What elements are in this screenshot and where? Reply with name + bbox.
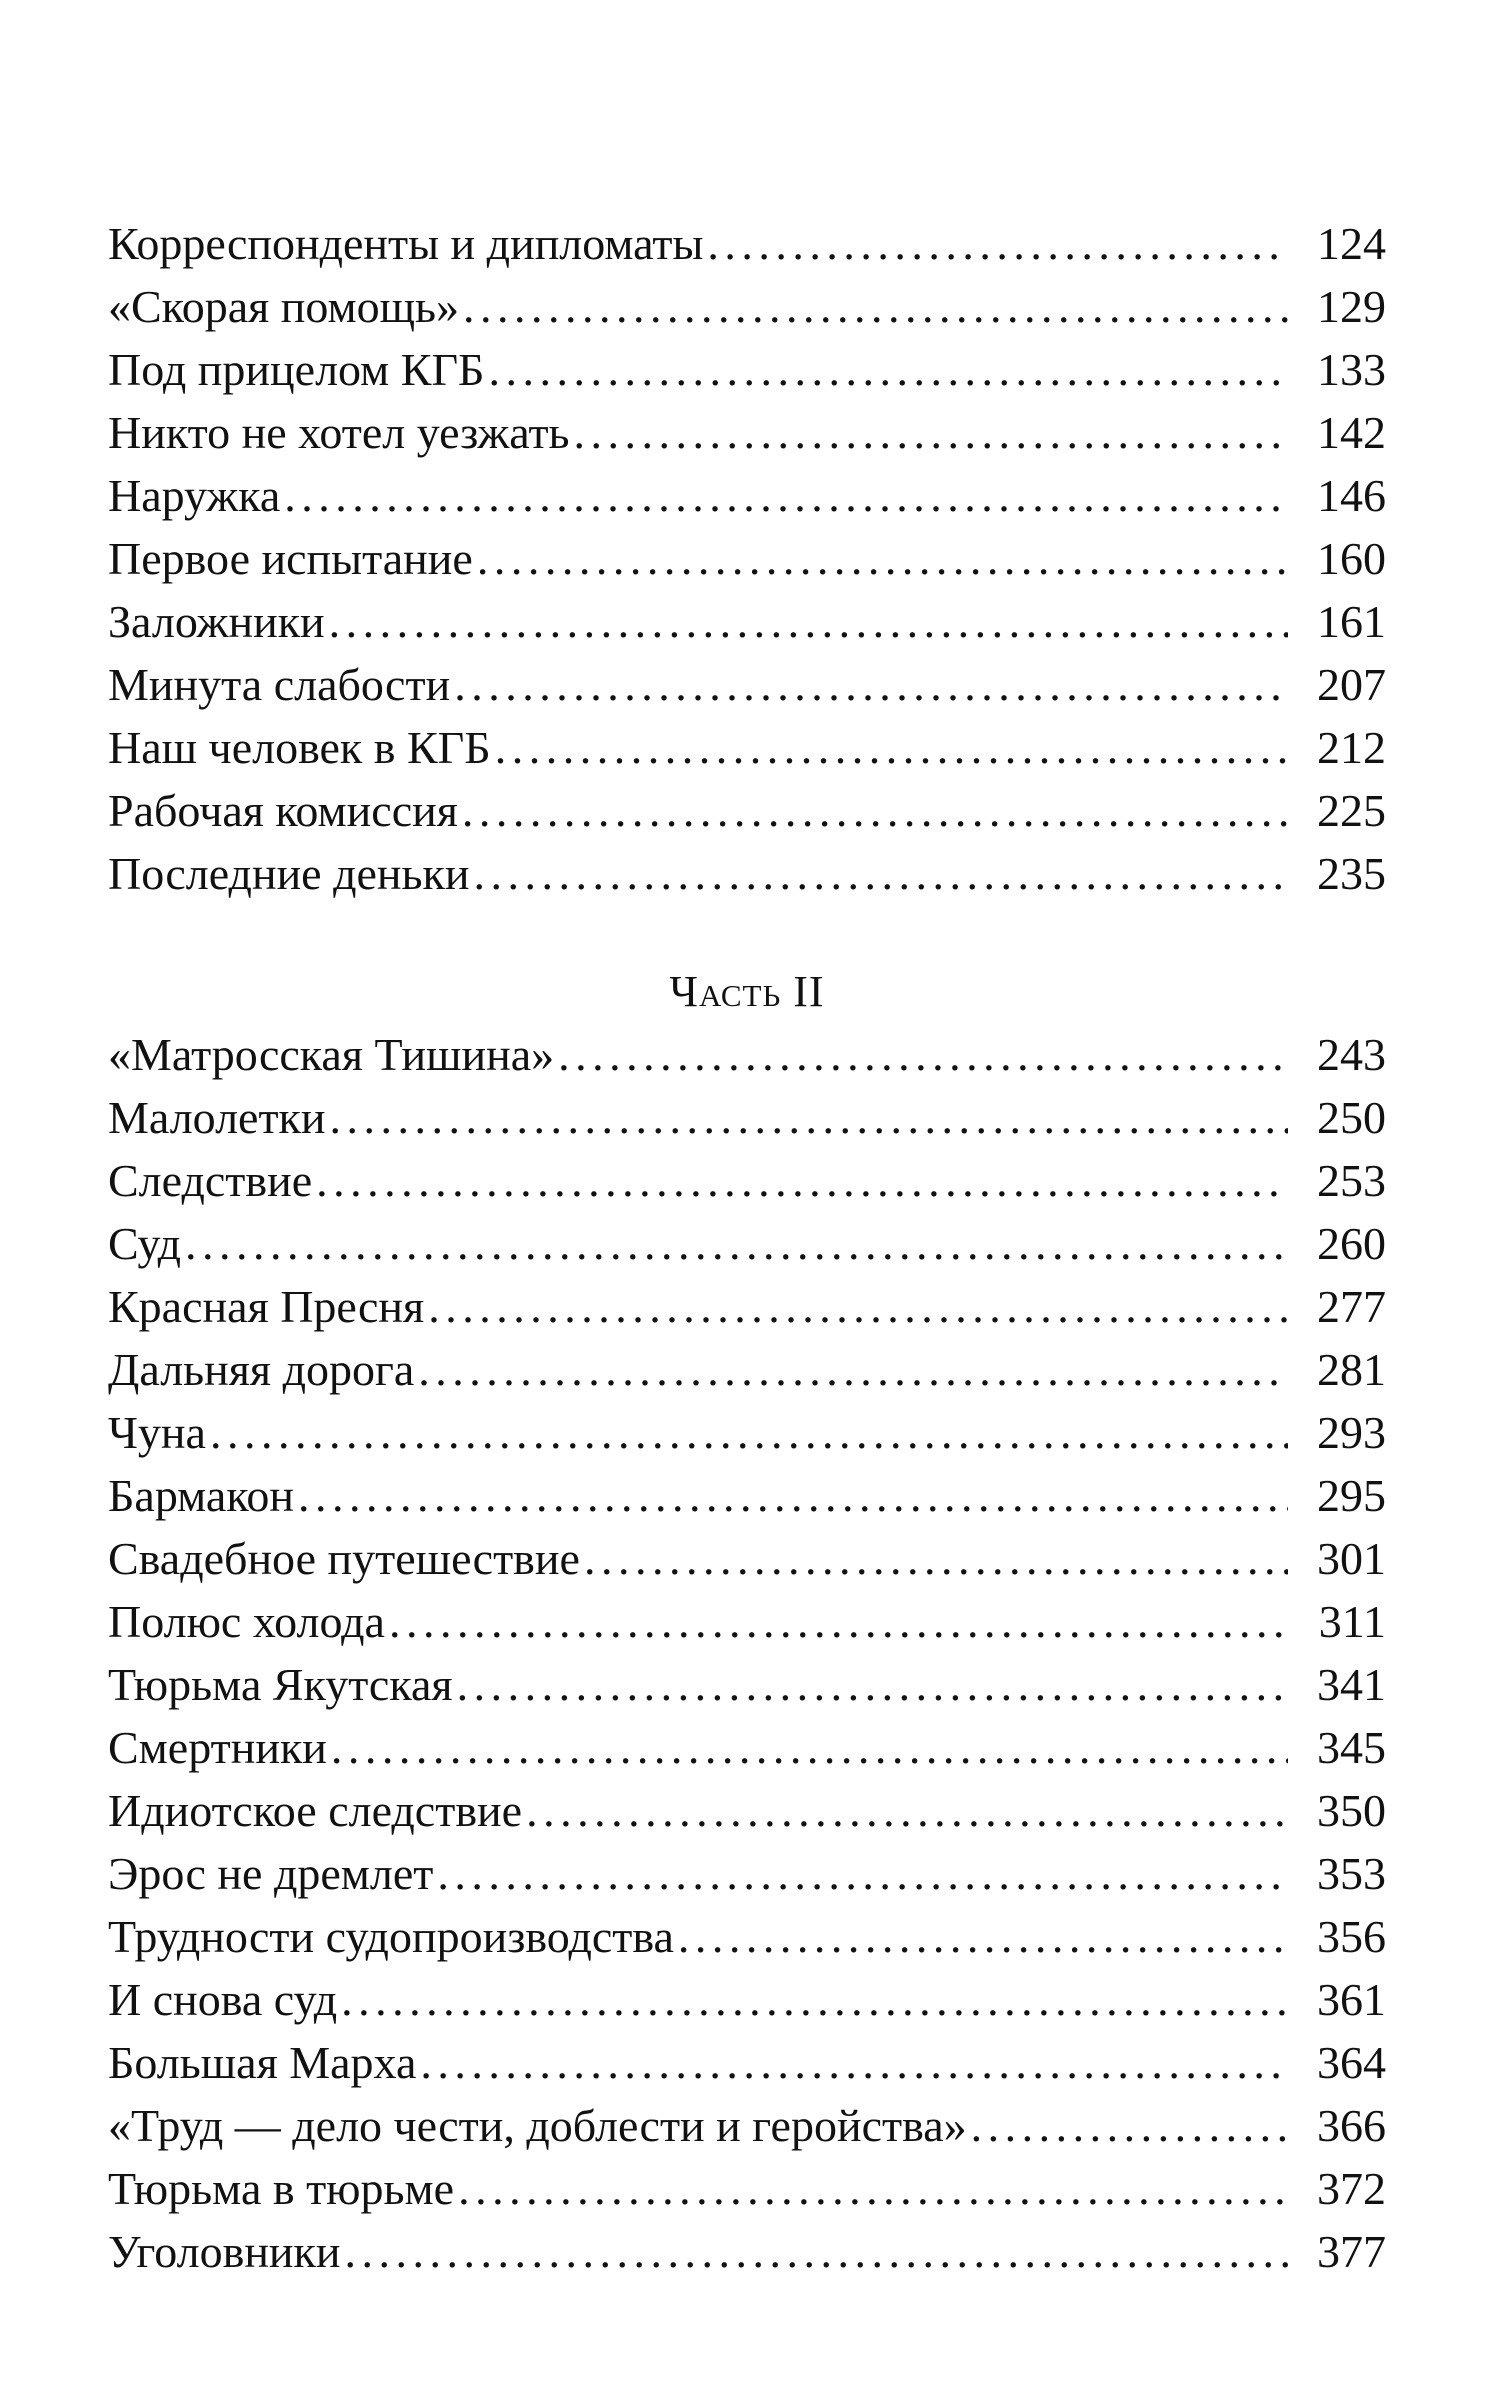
toc-leader-dots (329, 590, 1288, 653)
toc-entry (108, 716, 1386, 779)
toc-leader-dots (389, 1590, 1288, 1653)
toc-entry-page: 301 (1317, 1533, 1386, 1584)
toc-entry-title: Чуна (108, 1407, 206, 1458)
toc-entry (108, 1968, 1386, 2031)
toc-entry-page: 133 (1317, 344, 1386, 395)
toc-entry-page: 142 (1317, 407, 1386, 458)
toc-entry-page: 250 (1317, 1092, 1386, 1143)
toc-entry-page: 353 (1317, 1848, 1386, 1899)
toc-entry-title: «Скорая помощь» (108, 281, 460, 332)
toc-leader-dots (477, 527, 1288, 590)
toc-entry-page: 225 (1317, 785, 1386, 836)
toc-entry-title: «Труд — дело чести, доблести и геройства» (108, 2100, 967, 2151)
toc-leader-dots (437, 1842, 1288, 1905)
toc-entry (108, 1842, 1386, 1905)
toc-entry-page: 253 (1317, 1155, 1386, 1206)
toc-entry-page: 372 (1317, 2163, 1386, 2214)
toc-entry (108, 1338, 1386, 1401)
toc-entry-page: 146 (1317, 470, 1386, 521)
toc-entry (108, 1401, 1386, 1464)
toc-leader-dots (330, 1086, 1288, 1149)
toc-entry (108, 590, 1386, 653)
toc-entry-title: Никто не хотел уезжать (108, 407, 570, 458)
toc-entry (108, 2220, 1386, 2283)
toc-leader-dots (558, 1023, 1288, 1086)
toc-entry (108, 1653, 1386, 1716)
toc-entry-page: 161 (1317, 596, 1386, 647)
toc-leader-dots (971, 2094, 1288, 2157)
toc-entry-title: Свадебное путешествие (108, 1533, 580, 1584)
toc-entry-title: Под прицелом КГБ (108, 344, 485, 395)
toc-entry (108, 464, 1386, 527)
toc-entry-page: 341 (1317, 1659, 1386, 1710)
toc-entry (108, 1716, 1386, 1779)
toc-entry-page: 212 (1317, 722, 1386, 773)
toc-section-1 (108, 212, 1386, 905)
toc-entry (108, 338, 1386, 401)
toc-entry-title: Эрос не дремлет (108, 1848, 434, 1899)
toc-entry-title: Дальняя дорога (108, 1344, 415, 1395)
toc-entry-page: 366 (1317, 2100, 1386, 2151)
toc-entry-page: 311 (1318, 1596, 1386, 1647)
toc-entry-page: 293 (1317, 1407, 1386, 1458)
toc-leader-dots (210, 1401, 1288, 1464)
toc-entry (108, 653, 1386, 716)
toc-leader-dots (474, 842, 1289, 905)
toc-entry-title: Полюс холода (108, 1596, 385, 1647)
toc-leader-dots (185, 1212, 1288, 1275)
toc-entry-title: Бармакон (108, 1470, 294, 1521)
toc-entry-page: 129 (1317, 281, 1386, 332)
toc-entry (108, 2031, 1386, 2094)
toc-entry-title: Корреспонденты и дипломаты (108, 218, 704, 269)
toc-entry (108, 2094, 1386, 2157)
toc-entry (108, 1149, 1386, 1212)
toc-entry-page: 277 (1317, 1281, 1386, 1332)
toc-entry-page: 364 (1317, 2037, 1386, 2088)
toc-entry (108, 275, 1386, 338)
toc-leader-dots (420, 2031, 1288, 2094)
toc-entry-page: 235 (1317, 848, 1386, 899)
toc-entry-page: 361 (1317, 1974, 1386, 2025)
toc-leader-dots (458, 2157, 1288, 2220)
toc-entry-page: 281 (1317, 1344, 1386, 1395)
toc-section-2 (108, 1023, 1386, 2283)
toc-entry (108, 212, 1386, 275)
toc-entry-title: Суд (108, 1218, 182, 1269)
toc-leader-dots (495, 716, 1288, 779)
toc-entry (108, 1212, 1386, 1275)
toc-leader-dots (584, 1527, 1288, 1590)
toc-leader-dots (678, 1905, 1288, 1968)
toc-leader-dots (298, 1464, 1288, 1527)
toc-entry (108, 527, 1386, 590)
toc-entry-page: 350 (1317, 1785, 1386, 1836)
toc-leader-dots (462, 779, 1288, 842)
toc-entry-title: Наружка (108, 470, 281, 521)
table-of-contents (108, 212, 1386, 2283)
toc-entry-title: Наш человек в КГБ (108, 722, 491, 773)
toc-entry-title: Первое испытание (108, 533, 473, 584)
toc-entry (108, 1905, 1386, 1968)
toc-entry-page: 207 (1317, 659, 1386, 710)
toc-entry-title: Тюрьма Якутская (108, 1659, 453, 1710)
toc-entry-page: 160 (1317, 533, 1386, 584)
toc-leader-dots (331, 1716, 1288, 1779)
toc-leader-dots (463, 275, 1288, 338)
toc-entry-title: Тюрьма в тюрьме (108, 2163, 455, 2214)
toc-leader-dots (418, 1338, 1288, 1401)
toc-entry (108, 1464, 1386, 1527)
toc-entry-title: Трудности судопроизводства (108, 1911, 674, 1962)
toc-entry-title: Последние деньки (108, 848, 470, 899)
toc-leader-dots (341, 1968, 1288, 2031)
toc-entry-title: Идиотское следствие (108, 1785, 523, 1836)
toc-leader-dots (574, 401, 1288, 464)
toc-leader-dots (345, 2220, 1288, 2283)
toc-entry-title: «Матросская Тишина» (108, 1029, 555, 1080)
toc-entry-title: Следствие (108, 1155, 313, 1206)
toc-entry-title: Малолетки (108, 1092, 326, 1143)
toc-entry-page: 124 (1317, 218, 1386, 269)
toc-entry-title: Уголовники (108, 2226, 341, 2277)
toc-entry-page: 243 (1317, 1029, 1386, 1080)
toc-leader-dots (526, 1779, 1288, 1842)
toc-entry (108, 1779, 1386, 1842)
toc-leader-dots (488, 338, 1288, 401)
toc-entry-title: Минута слабости (108, 659, 451, 710)
toc-leader-dots (457, 1653, 1288, 1716)
toc-entry-page: 295 (1317, 1470, 1386, 1521)
toc-entry (108, 1527, 1386, 1590)
toc-leader-dots (707, 212, 1288, 275)
toc-entry-page: 356 (1317, 1911, 1386, 1962)
toc-entry (108, 779, 1386, 842)
toc-entry-page: 377 (1317, 2226, 1386, 2277)
toc-entry-title: Заложники (108, 596, 325, 647)
toc-entry-title: И снова суд (108, 1974, 338, 2025)
toc-leader-dots (284, 464, 1288, 527)
toc-entry-title: Большая Марха (108, 2037, 417, 2088)
toc-entry-title: Рабочая комиссия (108, 785, 458, 836)
toc-entry (108, 401, 1386, 464)
toc-entry (108, 842, 1386, 905)
toc-leader-dots (454, 653, 1288, 716)
part-heading: Часть II (669, 967, 825, 1016)
toc-entry (108, 1086, 1386, 1149)
toc-entry-page: 260 (1317, 1218, 1386, 1269)
toc-entry (108, 1023, 1386, 1086)
toc-entry-page: 345 (1317, 1722, 1386, 1773)
toc-entry-title: Красная Пресня (108, 1281, 425, 1332)
toc-leader-dots (428, 1275, 1288, 1338)
toc-entry-title: Смертники (108, 1722, 327, 1773)
toc-leader-dots (316, 1149, 1288, 1212)
toc-entry (108, 1590, 1386, 1653)
toc-entry (108, 1275, 1386, 1338)
toc-entry (108, 2157, 1386, 2220)
